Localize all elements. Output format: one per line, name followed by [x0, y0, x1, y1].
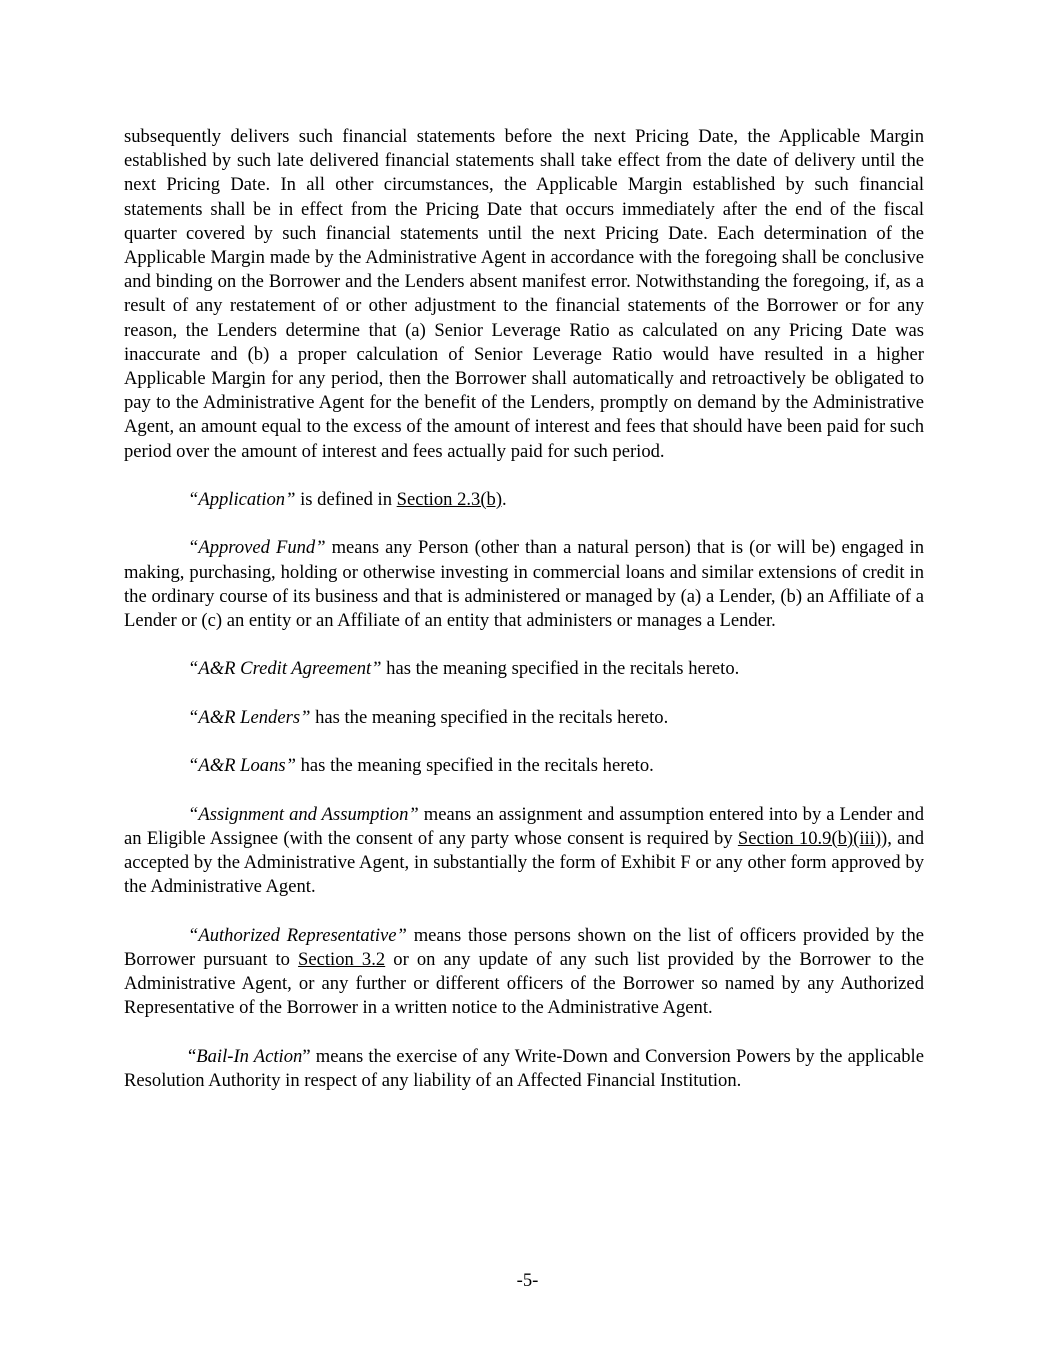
- defined-term: Bail-In Action: [196, 1045, 303, 1067]
- definition-text: means any Person (other than a natural person) that is (or will be) engaged in making, purchasing, holding or otherwise investing in commercial loans and similar extensions of credit in the ordinary course of its business and that is administered or managed by (a) a Lender, (b) an Affiliate of a Lender or (c) an entity or an Affiliate of an entity that administers or manages a Lender.: [124, 537, 924, 632]
- document-body: [124, 125, 924, 1117]
- page-number: -5-: [516, 1270, 539, 1291]
- definition-text: means the exercise of any Write-Down and Conversion Powers by the applicable Resolution Authority in respect of any liability of an Affected Financial Institution.: [124, 1045, 924, 1091]
- section-reference: Section 2.3(b): [396, 489, 503, 511]
- defined-term: “Approved Fund”: [188, 537, 326, 559]
- definition-text: is defined in: [295, 489, 397, 511]
- defined-term: “Application”: [188, 489, 296, 511]
- defined-term: “A&R Loans”: [188, 755, 296, 777]
- defined-term: “A&R Credit Agreement”: [188, 658, 382, 680]
- section-reference: Section 10.9(b)(iii): [737, 827, 882, 849]
- definition-bail-in-action: [124, 1045, 924, 1093]
- definition-ar-credit-agreement: [124, 657, 924, 681]
- defined-term: “Authorized Representative”: [188, 924, 407, 946]
- definition-approved-fund: [124, 536, 924, 633]
- intro-paragraph: subsequently delivers such financial statements before the next Pricing Date, the Applicable Margin established by such late delivered financial statements shall take effect from the date of delivery until the next Pricing Date. In all other circumstances, the Applicable Margin established by such financial statements shall be in effect from the Pricing Date that occurs immediately after the end of the fiscal quarter covered by such financial statements until the next Pricing Date. Each determination of the Applicable Margin made by the Administrative Agent in accordance with the foregoing shall be conclusive and binding on the Borrower and the Lenders absent manifest error. Notwithstanding the foregoing, if, as a result of any restatement of or other adjustment to the financial statements of the Borrower or for any reason, the Lenders determine that (a) Senior Leverage Ratio as calculated on any Pricing Date was inaccurate and (b) a proper calculation of Senior Leverage Ratio would have resulted in a higher Applicable Margin for any period, then the Borrower shall automatically and retroactively be obligated to pay to the Administrative Agent for the benefit of the Lenders, promptly on demand by the Administrative Agent, an amount equal to the excess of the amount of interest and fees that should have been paid for such period over the amount of interest and fees actually paid for such period.: [124, 126, 924, 462]
- quote-open: “: [188, 1045, 197, 1067]
- definition-text: has the meaning specified in the recitals hereto.: [310, 706, 669, 728]
- definition-assignment-and-assumption: [124, 803, 924, 900]
- definition-ar-lenders: [124, 706, 924, 730]
- definition-authorized-representative: [124, 924, 924, 1021]
- definition-text: or on any update of any such list provided by the Borrower to the Administrative Agent, or any further or different officers of the Borrower so named by any Authorized Representative of the Borrower in a written notice to the Administrative Agent.: [124, 948, 924, 1019]
- defined-term: “Assignment and Assumption”: [188, 803, 419, 825]
- section-reference: Section 3.2: [298, 948, 386, 970]
- definition-text: has the meaning specified in the recitals hereto.: [295, 755, 654, 777]
- definition-text: .: [502, 489, 507, 511]
- definition-application: [124, 488, 924, 512]
- defined-term: “A&R Lenders”: [188, 706, 311, 728]
- definition-text: ), and accepted by the Administrative Agent, in substantially the form of Exhibit F or any other form approved by the Administrative Agent.: [124, 827, 925, 898]
- definition-text: has the meaning specified in the recitals hereto.: [381, 658, 740, 680]
- quote-close: ”: [302, 1045, 311, 1067]
- definition-text: means those persons shown on the list of officers provided by the Borrower pursuant to: [124, 924, 924, 970]
- definition-text: means an assignment and assumption entered into by a Lender and an Eligible Assignee (with the consent of any party whose consent is required by: [124, 803, 924, 849]
- definition-ar-loans: [124, 754, 924, 778]
